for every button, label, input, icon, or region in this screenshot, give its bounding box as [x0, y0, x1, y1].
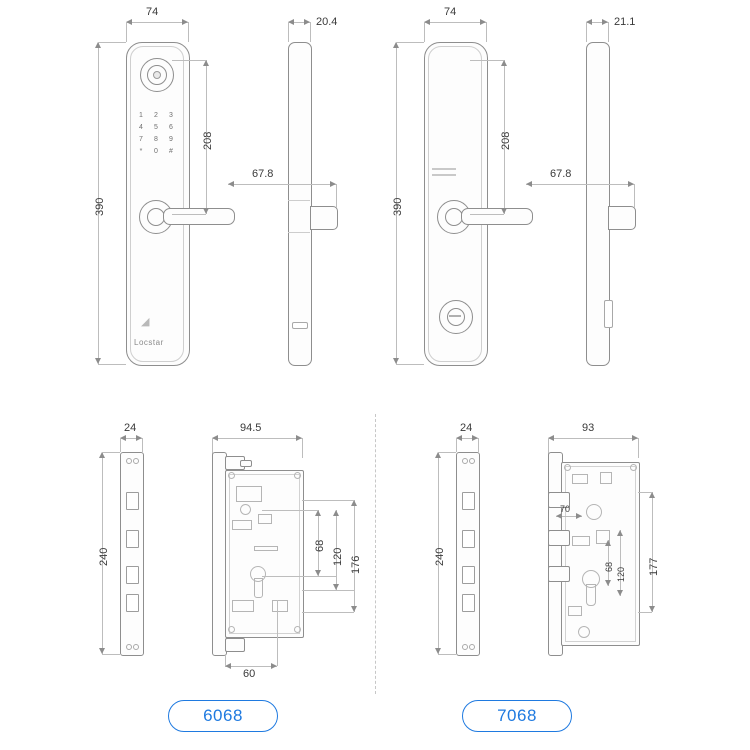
ext-line	[288, 22, 289, 42]
thumb-turn-inner-7068	[447, 308, 465, 326]
ext-line	[486, 22, 487, 42]
ext-line	[478, 438, 479, 452]
dim-176-6068: 176	[350, 555, 362, 574]
ext-line	[456, 438, 457, 452]
dim-case-width-6068: 94.5	[240, 422, 262, 434]
dim-line-backset-6068	[225, 666, 277, 667]
key: 3	[169, 112, 173, 119]
deadbolt-7068	[548, 530, 570, 546]
mortise-mech-part	[568, 606, 582, 616]
case-screw	[294, 626, 301, 633]
dim-line-177-7068	[652, 492, 653, 612]
key: 6	[169, 124, 173, 131]
section-divider	[375, 414, 376, 694]
faceplate-bolt-slot	[126, 530, 139, 548]
faceplate-bolt-slot	[462, 566, 475, 584]
mortise-mech-part	[272, 600, 288, 612]
side-cylinder-slot	[604, 300, 613, 328]
cylinder-keyway-7068	[586, 584, 596, 606]
dim-line-case-width-7068	[548, 438, 638, 439]
ext-line	[120, 438, 121, 452]
arrow	[576, 513, 582, 519]
ext-line	[638, 492, 652, 493]
dim-keypad-height-6068: 208	[202, 131, 214, 150]
case-screw	[228, 472, 235, 479]
ext-line	[98, 364, 126, 365]
ext-line	[98, 42, 126, 43]
key: 0	[154, 148, 158, 155]
door-handle-6068	[163, 208, 235, 225]
dim-68-7068: 68	[604, 561, 614, 572]
ext-line	[396, 42, 424, 43]
mortise-mech-part	[232, 520, 252, 530]
side-detail-line	[288, 232, 310, 233]
mortise-mech-part	[258, 514, 272, 524]
faceplate-screw-hole	[133, 644, 139, 650]
mortise-mech-part	[572, 536, 590, 546]
ext-line	[262, 576, 336, 577]
key: 8	[154, 136, 158, 143]
mortise-mech-part	[236, 486, 262, 502]
faceplate-screw-hole	[126, 644, 132, 650]
dim-faceplate-width-6068: 24	[124, 422, 137, 434]
faceplate-screw-hole	[462, 458, 468, 464]
dim-thickness-7068: 21.1	[614, 16, 636, 28]
ext-line	[470, 60, 504, 61]
dim-projection-6068: 67.8	[252, 168, 274, 180]
dim-width-7068: 74	[444, 6, 457, 18]
ext-line	[302, 612, 354, 613]
mortise-mech-part	[232, 600, 254, 612]
wifi-icon: ◢	[141, 316, 150, 328]
dim-68-6068: 68	[314, 539, 326, 552]
side-detail-line	[288, 200, 310, 201]
case-screw	[228, 626, 235, 633]
arrow	[617, 530, 623, 536]
panel-vent-line	[432, 168, 456, 170]
panel-vent-line	[432, 174, 456, 176]
mortise-mech-part	[254, 546, 278, 551]
thumb-turn-slot	[449, 315, 461, 317]
key: #	[169, 148, 173, 155]
latch-bolt-6068	[310, 206, 338, 230]
dim-case-width-7068: 93	[582, 422, 595, 434]
ext-line	[638, 612, 652, 613]
dim-thickness-6068: 20.4	[316, 16, 338, 28]
door-handle-7068	[461, 208, 533, 225]
ext-line	[302, 500, 354, 501]
dim-line-projection-7068	[526, 184, 634, 185]
faceplate-screw-hole	[469, 458, 475, 464]
arrow	[605, 540, 611, 546]
key: 5	[154, 124, 158, 131]
dim-120-7068: 120	[616, 566, 626, 582]
fingerprint-dot	[153, 71, 161, 79]
dim-keypad-height-7068: 208	[500, 131, 512, 150]
key: *	[139, 148, 143, 155]
key: 4	[139, 124, 143, 131]
dim-width-6068: 74	[146, 6, 159, 18]
ext-line	[302, 590, 354, 591]
faceplate-bolt-slot	[462, 530, 475, 548]
dim-line-width-6068	[126, 22, 188, 23]
mortise-spindle-hole	[240, 504, 251, 515]
key: 2	[154, 112, 158, 119]
dim-faceplate-height-7068: 240	[434, 547, 446, 566]
ext-line	[586, 22, 587, 42]
key: 7	[139, 136, 143, 143]
dim-faceplate-width-7068: 24	[460, 422, 473, 434]
dim-120-6068: 120	[332, 547, 344, 566]
ext-line	[638, 438, 639, 458]
ext-line	[172, 214, 206, 215]
model-tag-6068-label: 6068	[203, 706, 243, 725]
latch-bolt-7068	[608, 206, 636, 230]
ext-line	[438, 452, 456, 453]
ext-line	[126, 22, 127, 42]
dim-faceplate-height-6068: 240	[98, 547, 110, 566]
faceplate-screw-hole	[462, 644, 468, 650]
cylinder-keyway-6068	[254, 578, 263, 598]
ext-line	[396, 364, 424, 365]
ext-line	[142, 438, 143, 452]
mortise-mech-part	[600, 472, 612, 484]
hook-latch-bottom-6068	[225, 638, 245, 652]
arrow	[605, 580, 611, 586]
faceplate-bolt-slot	[462, 594, 475, 612]
keypad-6068	[131, 100, 183, 160]
dim-backset-7068: 70	[560, 504, 571, 514]
case-screw	[630, 464, 637, 471]
side-profile-6068	[288, 42, 312, 366]
ext-line	[438, 654, 456, 655]
dim-backset-6068: 60	[243, 668, 256, 680]
model-tag-6068[interactable]	[168, 700, 278, 732]
brand-label-6068: Locstar	[134, 338, 164, 347]
ext-line	[172, 60, 206, 61]
ext-line	[336, 184, 337, 208]
faceplate-latch-slot	[126, 492, 139, 510]
arrow	[617, 590, 623, 596]
arrow	[333, 510, 339, 516]
dim-177-7068: 177	[648, 557, 660, 576]
side-slot	[292, 322, 308, 329]
faceplate-screw-hole	[126, 458, 132, 464]
ext-line	[102, 654, 120, 655]
ext-line	[262, 510, 318, 511]
dim-line-width-7068	[424, 22, 486, 23]
ext-line	[188, 22, 189, 42]
hook-latch-tip	[240, 460, 252, 467]
ext-line	[277, 600, 278, 666]
ext-line	[424, 22, 425, 42]
model-tag-7068[interactable]	[462, 700, 572, 732]
ext-line	[634, 184, 635, 208]
ext-line	[470, 214, 504, 215]
arrow	[228, 181, 234, 187]
dim-line-120-7068	[620, 530, 621, 596]
mortise-mech-part	[572, 474, 588, 484]
ext-line	[302, 438, 303, 458]
ext-line	[608, 22, 609, 42]
case-screw	[294, 472, 301, 479]
model-tag-7068-label: 7068	[497, 706, 537, 725]
arrow	[526, 181, 532, 187]
ext-line	[225, 654, 226, 666]
faceplate-screw-hole	[469, 644, 475, 650]
dim-line-case-width-6068	[212, 438, 302, 439]
ext-line	[310, 22, 311, 42]
key: 9	[169, 136, 173, 143]
key: 1	[139, 112, 143, 119]
dim-projection-7068: 67.8	[550, 168, 572, 180]
faceplate-latch-slot	[462, 492, 475, 510]
faceplate-screw-hole	[133, 458, 139, 464]
dim-height-6068: 390	[94, 197, 106, 216]
ext-line	[102, 452, 120, 453]
deadbolt-7068	[548, 566, 570, 582]
faceplate-bolt-slot	[126, 566, 139, 584]
case-screw	[578, 626, 590, 638]
dim-height-7068: 390	[392, 197, 404, 216]
faceplate-6068	[120, 452, 144, 656]
faceplate-7068	[456, 452, 480, 656]
dim-line-projection-6068	[228, 184, 336, 185]
case-screw	[564, 464, 571, 471]
faceplate-bolt-slot	[126, 594, 139, 612]
spindle-hole-7068	[586, 504, 602, 520]
